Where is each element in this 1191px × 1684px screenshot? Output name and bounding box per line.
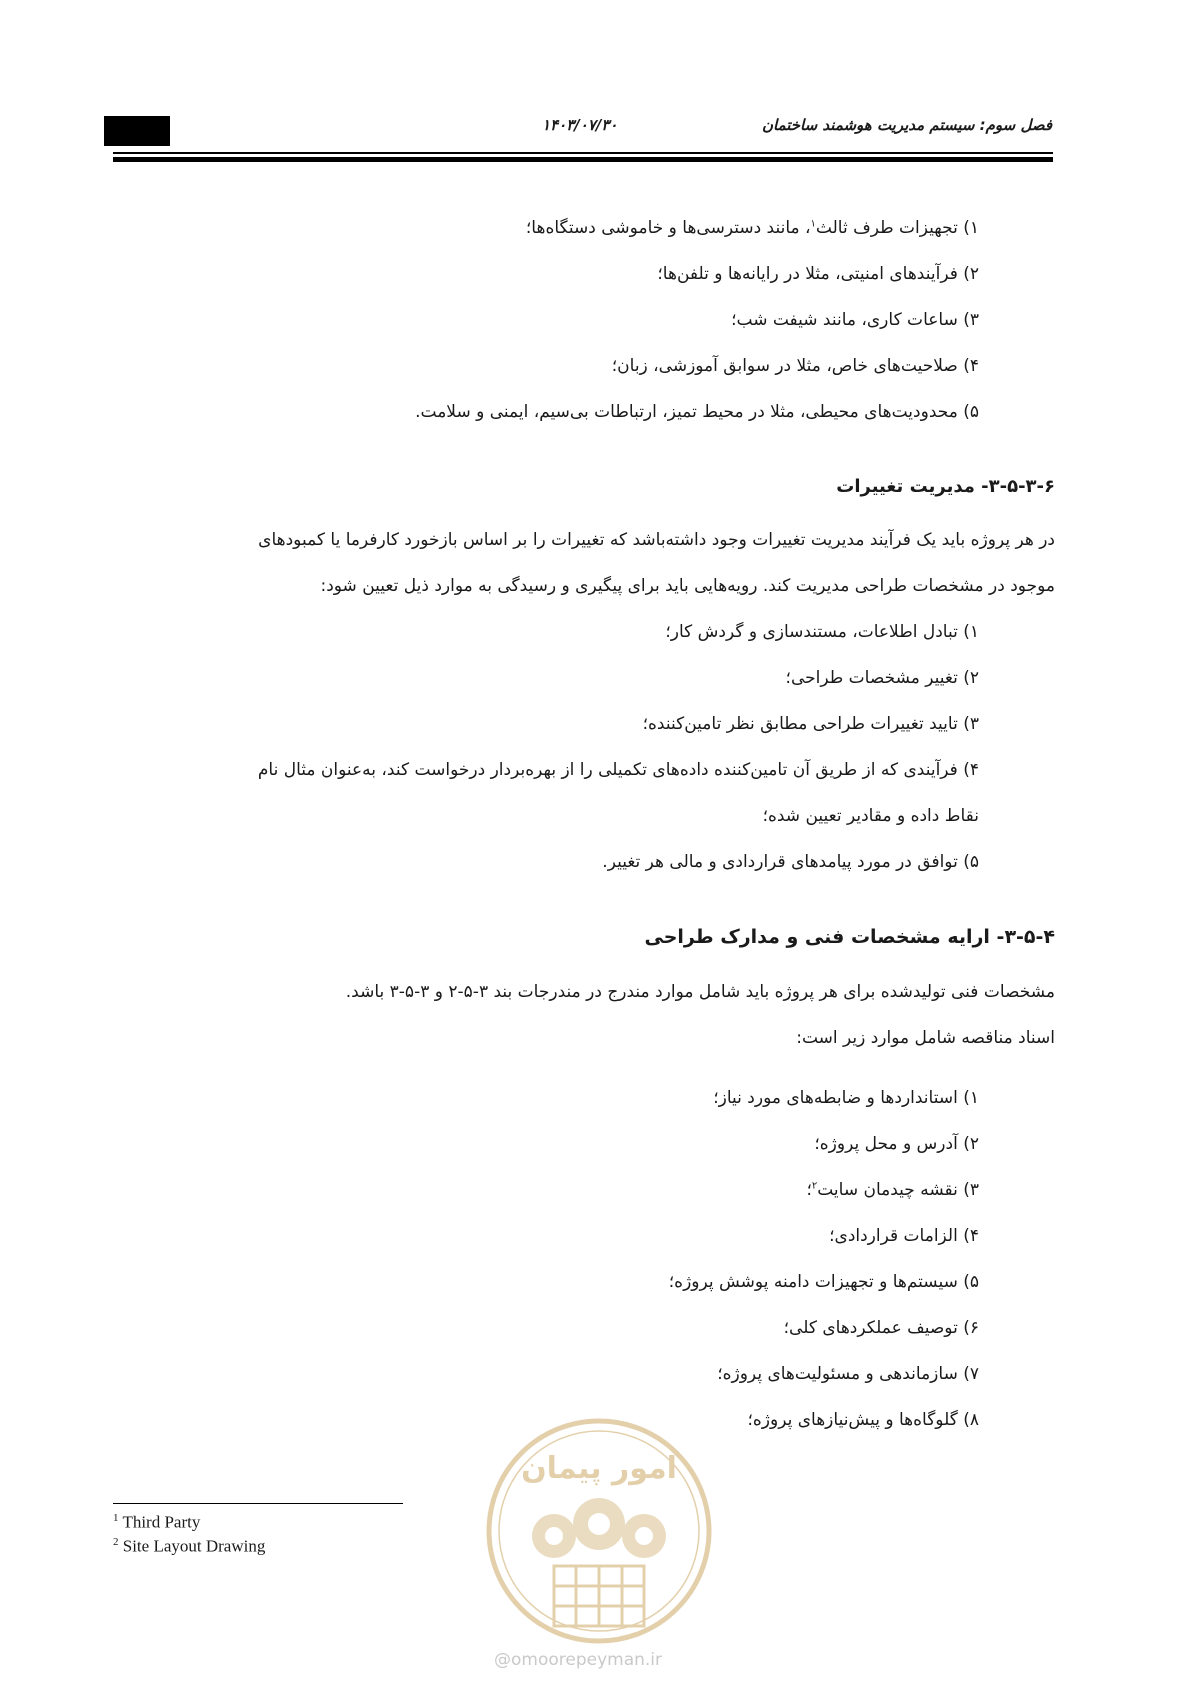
header-divider-thick [113,157,1053,162]
list-item: ۳) تایید تغییرات طراحی مطابق نظر تامین‌کننده؛ [642,714,979,734]
paragraph-line: در هر پروژه باید یک فرآیند مدیریت تغییرات وجود داشته‌باشد که تغییرات را بر اساس بازخورد کارفرما یا کمبودهای [258,530,1055,550]
list-item-text-rest: ؛ [806,1180,812,1200]
list-item [806,1180,979,1200]
list-item: ۲) فرآیندهای امنیتی، مثلا در رایانه‌ها و تلفن‌ها؛ [657,264,979,284]
section-heading-change-management: ۳-۵-۳-۶- مدیریت تغییرات [836,476,1055,497]
list-item: ۳) ساعات کاری، مانند شیفت شب؛ [731,310,979,330]
footnote-number: 2 [113,1536,119,1548]
footnote-text: Site Layout Drawing [122,1536,266,1556]
list-item: ۱) تبادل اطلاعات، مستندسازی و گردش کار؛ [665,622,979,642]
list-item: ۴) الزامات قراردادی؛ [829,1226,979,1246]
footnote-item [113,1512,200,1533]
list-item: ۱) استانداردها و ضابطه‌های مورد نیاز؛ [713,1088,979,1108]
header-title: فصل سوم: سیستم مدیریت هوشمند ساختمان [762,116,1052,134]
list-item: ۷) سازماندهی و مسئولیت‌های پروژه؛ [717,1364,979,1384]
watermark-logo-icon [484,1416,714,1646]
header-divider [113,152,1053,154]
list-item [526,218,979,238]
list-item-text: ۱) تجهیزات طرف ثالث [815,218,979,238]
list-item: ۲) تغییر مشخصات طراحی؛ [785,668,979,688]
list-item: ۸) گلوگاه‌ها و پیش‌نیازهای پروژه؛ [747,1410,979,1430]
list-item-text-rest: ، مانند دسترسی‌ها و خاموشی دستگاه‌ها؛ [525,218,811,238]
footnote-number: 1 [113,1512,119,1524]
footnote-text: Third Party [122,1512,201,1532]
footnote-ref[interactable]: ۱ [810,218,816,230]
section-heading-specifications: ۳-۵-۴- ارایه مشخصات فنی و مدارک طراحی [644,926,1055,948]
list-item: ۴) فرآیندی که از طریق آن تامین‌کننده داده‌های تکمیلی را از بهره‌بردار درخواست کند، به‌عنوان مثال نام [257,760,979,780]
paragraph-line: موجود در مشخصات طراحی مدیریت کند. رویه‌هایی باید برای پیگیری و رسیدگی به موارد ذیل تعیین شود: [320,576,1055,596]
list-item-continuation: نقاط داده و مقادیر تعیین شده؛ [762,806,979,826]
header-black-block [104,116,170,146]
list-item: ۵) سیستم‌ها و تجهیزات دامنه پوشش پروژه؛ [668,1272,979,1292]
watermark-logo-text: امور پیمان [521,1451,677,1486]
paragraph-line: مشخصات فنی تولیدشده برای هر پروژه باید شامل موارد مندرج در مندرجات بند ۳-۵-۲ و ۳-۵-۳ باشد. [345,982,1055,1002]
list-item: ۵) توافق در مورد پیامدهای قراردادی و مالی هر تغییر. [602,852,979,872]
footnote-ref[interactable]: ۲ [811,1180,818,1192]
footnote-item [113,1536,265,1557]
list-item: ۵) محدودیت‌های محیطی، مثلا در محیط تمیز، ارتباطات بی‌سیم، ایمنی و سلامت. [415,402,979,422]
list-item: ۲) آدرس و محل پروژه؛ [814,1134,979,1154]
list-item: ۴) صلاحیت‌های خاص، مثلا در سوابق آموزشی، زبان؛ [611,356,979,376]
footnote-divider [113,1503,403,1504]
header-date: ۱۴۰۳/۰۷/۳۰ [542,116,618,134]
list-item: ۶) توصیف عملکردهای کلی؛ [783,1318,979,1338]
list-item-text: ۳) نقشه چیدمان سایت [817,1180,979,1200]
paragraph-line: اسناد مناقصه شامل موارد زیر است: [796,1028,1055,1048]
watermark-url: @omoorepeyman.ir [494,1650,663,1670]
